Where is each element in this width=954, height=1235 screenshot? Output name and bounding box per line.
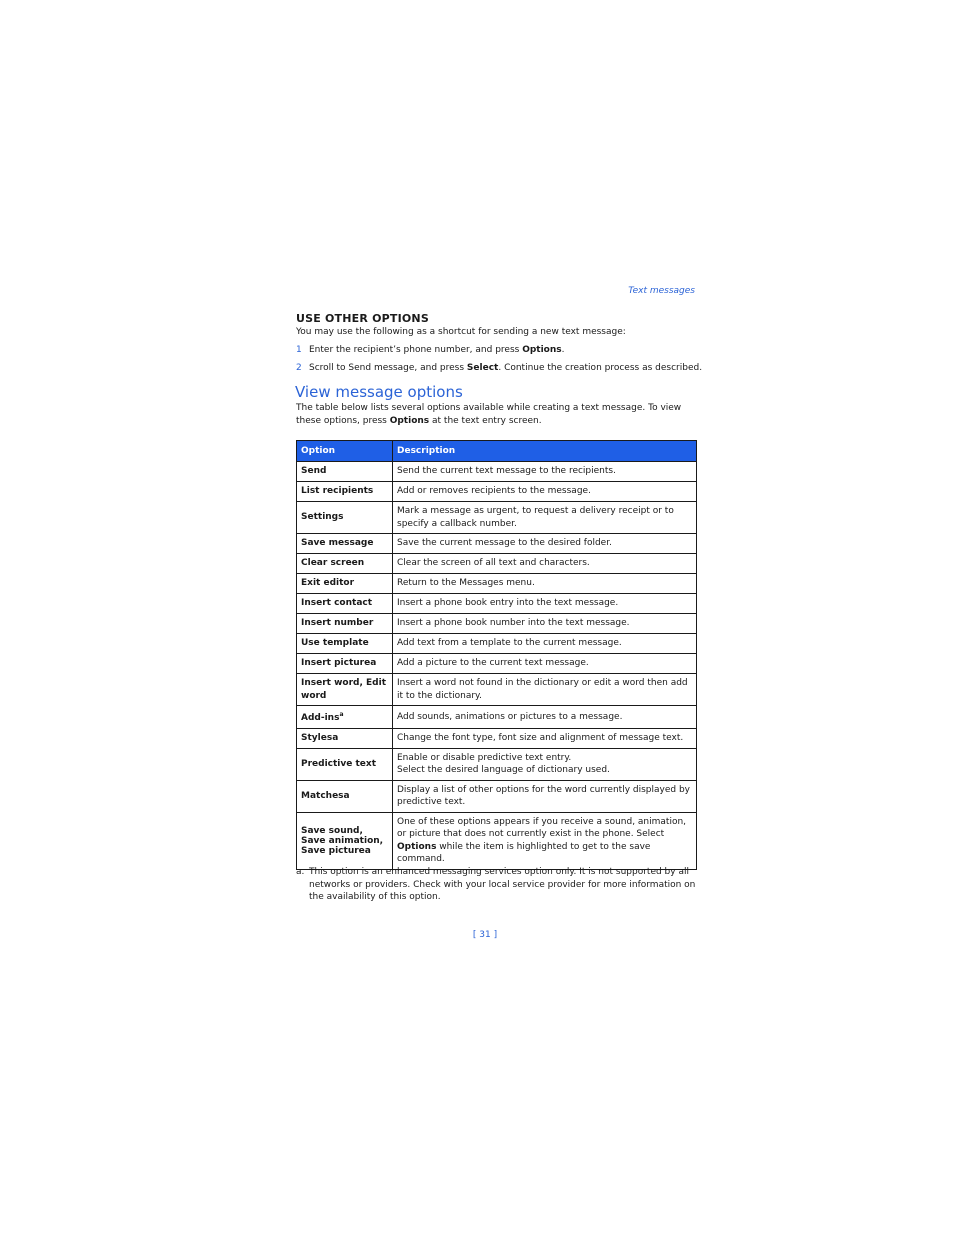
- option-cell: Exit editor: [297, 574, 393, 594]
- description-cell: Insert a phone book number into the text message.: [393, 614, 697, 634]
- description-cell: Change the font type, font size and alignment of message text.: [393, 728, 697, 748]
- table-row: [297, 594, 697, 614]
- description-line: Enable or disable predictive text entry.: [397, 752, 572, 763]
- column-header-option: Option: [297, 441, 393, 462]
- description-text: while the item is highlighted to get to the save command.: [397, 841, 651, 864]
- intro-text: at the text entry screen.: [429, 416, 542, 426]
- option-cell: Clear screen: [297, 554, 393, 574]
- column-header-description: Description: [393, 441, 697, 462]
- option-cell: Stylesa: [297, 728, 393, 748]
- option-cell: List recipients: [297, 482, 393, 502]
- step-2: [296, 362, 702, 375]
- section-heading: USE OTHER OPTIONS: [296, 312, 429, 325]
- step-keyword: Select: [466, 363, 499, 373]
- table-row: [297, 482, 697, 502]
- table-row: [297, 634, 697, 654]
- option-cell: Insert contact: [297, 594, 393, 614]
- intro-text: The table below lists several options available while creating a text message. To view these options, press: [296, 403, 682, 426]
- description-cell: Return to the Messages menu.: [393, 574, 697, 594]
- description-cell: [393, 748, 697, 780]
- table-row: [297, 574, 697, 594]
- step-text: Enter the recipient’s phone number, and press: [309, 345, 523, 355]
- description-cell: Insert a phone book entry into the text message.: [393, 594, 697, 614]
- option-cell: Save message: [297, 534, 393, 554]
- description-cell: [393, 812, 697, 869]
- option-cell: Insert picturea: [297, 654, 393, 674]
- step-keyword: Options: [522, 345, 562, 355]
- options-table: [296, 440, 697, 870]
- option-cell: Insert word, Edit word: [297, 674, 393, 706]
- step-1: [296, 344, 565, 357]
- table-intro: [296, 402, 696, 428]
- footnote: [296, 866, 696, 904]
- option-cell: Predictive text: [297, 748, 393, 780]
- view-message-options-heading: View message options: [295, 383, 463, 401]
- table-row: [297, 812, 697, 869]
- description-text: One of these options appears if you receive a sound, animation, or picture that does not currently exist in the phone. Select: [397, 816, 687, 839]
- step-text: . Continue the creation process as described.: [498, 363, 703, 373]
- table-row: [297, 748, 697, 780]
- intro-text: You may use the following as a shortcut for sending a new text message:: [296, 327, 626, 337]
- description-cell: Send the current text message to the recipients.: [393, 462, 697, 482]
- table-row: [297, 534, 697, 554]
- table-header-row: [297, 441, 697, 462]
- description-cell: Display a list of other options for the word currently displayed by predictive text.: [393, 780, 697, 812]
- footnote-label: a.: [296, 867, 305, 877]
- table-row: [297, 728, 697, 748]
- description-keyword: Options: [397, 841, 437, 852]
- step-number: 1: [296, 345, 302, 355]
- table-row: [297, 706, 697, 729]
- description-cell: Add a picture to the current text message.: [393, 654, 697, 674]
- description-cell: Add text from a template to the current message.: [393, 634, 697, 654]
- table-row: [297, 674, 697, 706]
- description-cell: Mark a message as urgent, to request a delivery receipt or to specify a callback number.: [393, 502, 697, 534]
- table-row: [297, 614, 697, 634]
- option-cell: Insert number: [297, 614, 393, 634]
- page-number: [ 31 ]: [472, 930, 498, 940]
- description-cell: Add or removes recipients to the message.: [393, 482, 697, 502]
- step-text: Scroll to Send message, and press: [309, 363, 467, 373]
- description-cell: Insert a word not found in the dictionary or edit a word then add it to the dictionary.: [393, 674, 697, 706]
- option-cell: Use template: [297, 634, 393, 654]
- footnote-marker: a: [339, 711, 344, 718]
- option-cell: Settings: [297, 502, 393, 534]
- table-row: [297, 462, 697, 482]
- description-line: Select the desired language of dictionary used.: [397, 765, 610, 775]
- running-head: Text messages: [628, 286, 695, 296]
- table-row: [297, 554, 697, 574]
- table-row: [297, 780, 697, 812]
- table-row: [297, 654, 697, 674]
- option-cell: [297, 706, 393, 729]
- step-number: 2: [296, 363, 302, 373]
- description-cell: Save the current message to the desired folder.: [393, 534, 697, 554]
- option-cell: Save sound, Save animation, Save picturea: [297, 812, 393, 869]
- description-cell: Clear the screen of all text and characters.: [393, 554, 697, 574]
- description-cell: Add sounds, animations or pictures to a message.: [393, 706, 697, 729]
- option-cell: Matchesa: [297, 780, 393, 812]
- footnote-text: This option is an enhanced messaging services option only. It is not supported by all networks or providers. Check with your local service provider for more information on the availability of this option.: [309, 867, 696, 902]
- step-text: .: [561, 345, 565, 355]
- option-cell: Send: [297, 462, 393, 482]
- option-label: Add-ins: [301, 713, 340, 723]
- table-row: [297, 502, 697, 534]
- intro-keyword: Options: [389, 416, 430, 426]
